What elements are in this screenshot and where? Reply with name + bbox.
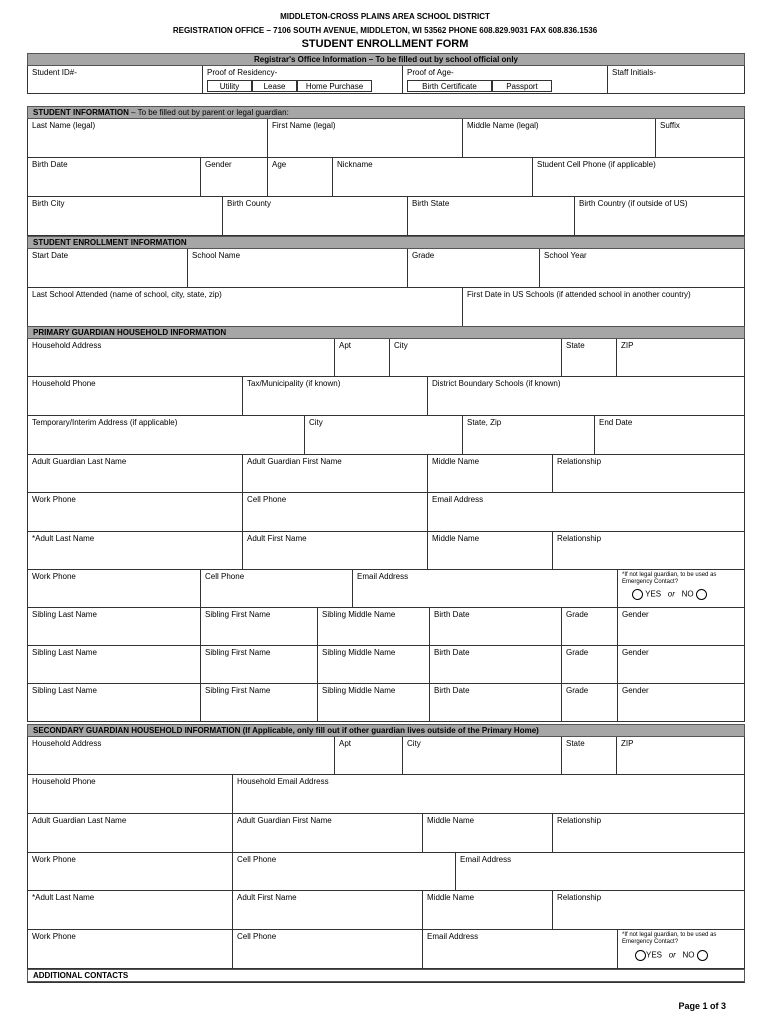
yes-radio[interactable] [632,589,643,600]
additional-band: ADDITIONAL CONTACTS [27,969,745,982]
sec-adult-relationship-field[interactable]: Relationship [552,814,745,853]
adult-first-field[interactable]: Adult Guardian First Name [242,455,427,493]
city-field[interactable]: City [389,339,561,377]
start-date-field[interactable]: Start Date [27,249,187,288]
student-id-field[interactable] [27,66,202,94]
apt-field[interactable]: Apt [334,339,389,377]
sec-adult2-last-field[interactable]: *Adult Last Name [27,891,232,930]
no-radio[interactable] [696,589,707,600]
birth-city-field[interactable]: Birth City [27,197,222,236]
adult-middle-field[interactable]: Middle Name [427,455,552,493]
adult2-first-field[interactable]: Adult First Name [242,532,427,570]
tax-municipality-field[interactable]: Tax/Municipality (if known) [242,377,427,416]
sec-or-label: or [668,950,676,960]
office-info: REGISTRATION OFFICE – 7106 SOUTH AVENUE, MIDDLETON, WI 53562 PHONE 608.829.9031 FAX 608.836.1536 [172,26,598,35]
first-name-field[interactable]: First Name (legal) [267,119,462,158]
staff-initials-label: Staff Initials- [612,68,656,77]
sibling3-first-field[interactable]: Sibling First Name [200,684,317,722]
age-field[interactable]: Age [267,158,332,197]
last-name-field[interactable]: Last Name (legal) [27,119,267,158]
sec-adult2-relationship-field[interactable]: Relationship [552,891,745,930]
first-date-us-field[interactable]: First Date in US Schools (if attended school in another country) [462,288,745,327]
yes-label: YES [645,589,662,599]
boundary-schools-field[interactable]: District Boundary Schools (if known) [427,377,745,416]
sec-adult-last-field[interactable]: Adult Guardian Last Name [27,814,232,853]
staff-initials-field[interactable] [607,66,745,94]
adult-last-field[interactable]: Adult Guardian Last Name [27,455,242,493]
registrar-row [27,66,745,94]
sec-zip-field[interactable]: ZIP [616,737,745,775]
temp-address-field[interactable]: Temporary/Interim Address (if applicable) [27,416,304,455]
sibling3-birth-field[interactable]: Birth Date [429,684,561,722]
grade-field[interactable]: Grade [407,249,539,288]
no-label: NO [681,589,694,599]
sec-adult2-middle-field[interactable]: Middle Name [422,891,552,930]
sibling1-birth-field[interactable]: Birth Date [429,608,561,646]
registrar-band: Registrar's Office Information – To be filled out by school official only [27,53,745,66]
sec-cell-phone2-field[interactable]: Cell Phone [232,930,422,969]
proof-age-label: Proof of Age- [407,68,454,77]
lease-box[interactable]: Lease [252,80,297,92]
birth-date-field[interactable]: Birth Date [27,158,200,197]
form-title: STUDENT ENROLLMENT FORM [301,38,469,50]
sibling2-last-field[interactable]: Sibling Last Name [27,646,200,684]
sec-work-phone-field[interactable]: Work Phone [27,853,232,891]
sec-household-phone-field[interactable]: Household Phone [27,775,232,814]
work-phone2-field[interactable]: Work Phone [27,570,200,608]
gender-field[interactable]: Gender [200,158,267,197]
sec-work-phone2-field[interactable]: Work Phone [27,930,232,969]
work-phone-field[interactable]: Work Phone [27,493,242,532]
passport-box[interactable]: Passport [492,80,552,92]
sibling2-middle-field[interactable]: Sibling Middle Name [317,646,429,684]
nickname-field[interactable]: Nickname [332,158,532,197]
adult2-middle-field[interactable]: Middle Name [427,532,552,570]
email-field[interactable]: Email Address [427,493,745,532]
sibling2-first-field[interactable]: Sibling First Name [200,646,317,684]
sibling2-birth-field[interactable]: Birth Date [429,646,561,684]
sec-apt-field[interactable]: Apt [334,737,402,775]
sibling1-last-field[interactable]: Sibling Last Name [27,608,200,646]
sec-adult-first-field[interactable]: Adult Guardian First Name [232,814,422,853]
school-name-field[interactable]: School Name [187,249,407,288]
proof-residency-label: Proof of Residency- [207,68,278,77]
secondary-band: SECONDARY GUARDIAN HOUSEHOLD INFORMATION (If Applicable, only fill out if other guardian lives outside of the Primary Home) [27,724,745,737]
birth-county-field[interactable]: Birth County [222,197,407,236]
primary-band: PRIMARY GUARDIAN HOUSEHOLD INFORMATION [27,326,745,339]
sec-email-field[interactable]: Email Address [455,853,745,891]
sibling3-middle-field[interactable]: Sibling Middle Name [317,684,429,722]
student-id-label: Student ID#- [32,68,77,77]
school-year-field[interactable]: School Year [539,249,745,288]
sibling3-grade-field[interactable]: Grade [561,684,617,722]
zip-field[interactable]: ZIP [616,339,745,377]
utility-box[interactable]: Utility [207,80,252,92]
or-label: or [667,589,675,599]
sec-no-label: NO [682,950,695,960]
student-info-band: STUDENT INFORMATION – To be filled out by parent or legal guardian: [27,106,745,119]
sec-emergency-yes-no [635,950,708,961]
birth-state-field[interactable]: Birth State [407,197,574,236]
cell-phone2-field[interactable]: Cell Phone [200,570,352,608]
emergency-note: *If not legal guardian, to be used as Emergency Contact? [622,572,717,585]
adult2-relationship-field[interactable]: Relationship [552,532,745,570]
sibling1-first-field[interactable]: Sibling First Name [200,608,317,646]
sec-no-radio[interactable] [697,950,708,961]
sec-household-address-field[interactable]: Household Address [27,737,334,775]
last-school-field[interactable]: Last School Attended (name of school, city, state, zip) [27,288,462,327]
sibling1-grade-field[interactable]: Grade [561,608,617,646]
adult2-last-field[interactable]: *Adult Last Name [27,532,242,570]
household-phone-field[interactable]: Household Phone [27,377,242,416]
birth-certificate-box[interactable]: Birth Certificate [407,80,492,92]
email2-field[interactable]: Email Address [352,570,617,608]
additional-divider [27,982,745,983]
sibling3-gender-field[interactable]: Gender [617,684,745,722]
sec-yes-radio[interactable] [635,950,646,961]
temp-state-zip-field[interactable]: State, Zip [462,416,594,455]
sec-state-field[interactable]: State [561,737,616,775]
sec-household-email-field[interactable]: Household Email Address [232,775,745,814]
emergency-yes-no [632,589,707,600]
sibling1-middle-field[interactable]: Sibling Middle Name [317,608,429,646]
birth-country-field[interactable]: Birth Country (if outside of US) [574,197,745,236]
sibling1-gender-field[interactable]: Gender [617,608,745,646]
sec-emergency-note: *If not legal guardian, to be used as Emergency Contact? [622,932,717,945]
suffix-field[interactable]: Suffix [655,119,745,158]
household-address-field[interactable]: Household Address [27,339,334,377]
sibling2-grade-field[interactable]: Grade [561,646,617,684]
page-number: Page 1 of 3 [678,1001,726,1011]
sec-adult2-first-field[interactable]: Adult First Name [232,891,422,930]
sec-city-field[interactable]: City [402,737,561,775]
adult-relationship-field[interactable]: Relationship [552,455,745,493]
sibling2-gender-field[interactable]: Gender [617,646,745,684]
sibling3-last-field[interactable]: Sibling Last Name [27,684,200,722]
district-name: MIDDLETON-CROSS PLAINS AREA SCHOOL DISTRICT [280,12,490,21]
cell-phone-field[interactable]: Cell Phone [242,493,427,532]
student-cell-field[interactable]: Student Cell Phone (if applicable) [532,158,745,197]
middle-name-field[interactable]: Middle Name (legal) [462,119,655,158]
sec-yes-label: YES [646,950,663,960]
end-date-field[interactable]: End Date [594,416,745,455]
home-purchase-box[interactable]: Home Purchase [297,80,372,92]
sec-adult-middle-field[interactable]: Middle Name [422,814,552,853]
sec-email2-field[interactable]: Email Address [422,930,617,969]
sec-cell-phone-field[interactable]: Cell Phone [232,853,455,891]
state-field[interactable]: State [561,339,616,377]
enrollment-band: STUDENT ENROLLMENT INFORMATION [27,236,745,249]
temp-city-field[interactable]: City [304,416,462,455]
